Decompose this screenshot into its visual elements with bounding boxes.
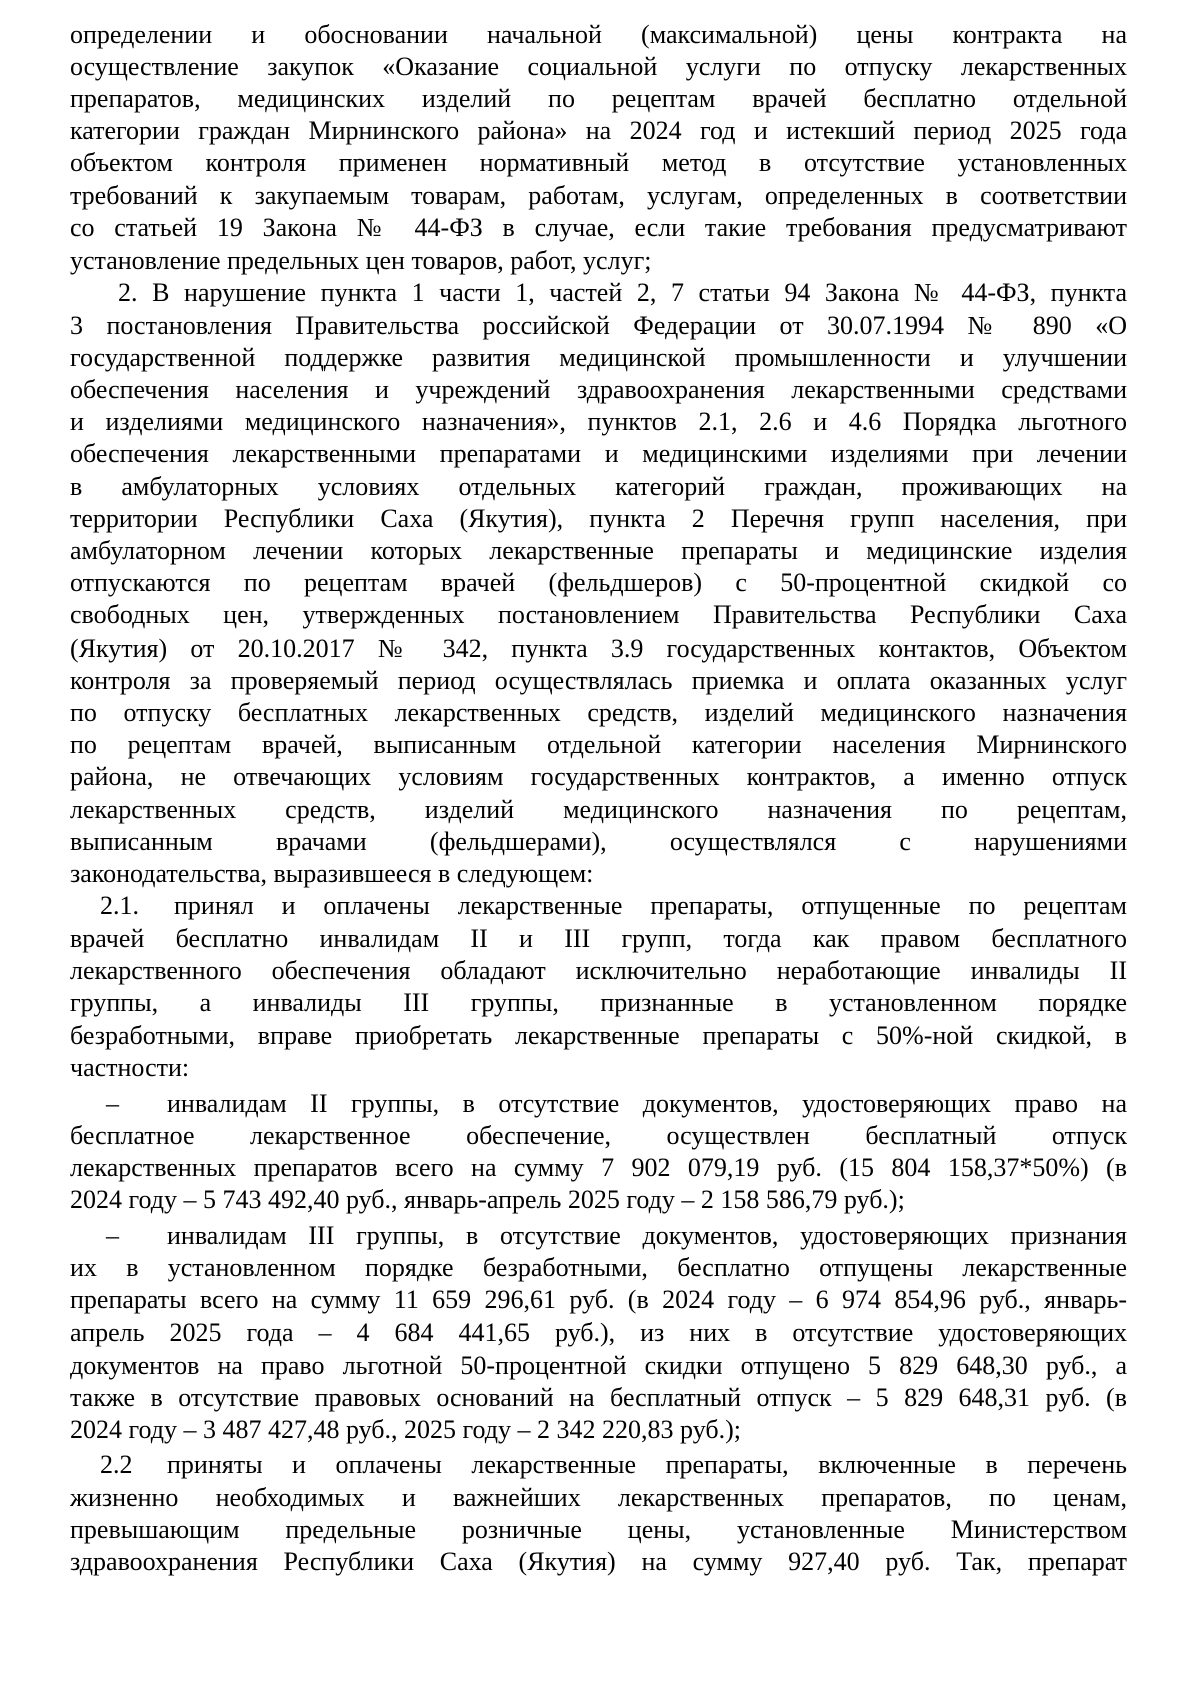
text-line: и изделиями медицинского назначения», пунктов 2.1, 2.6 и 4.6 Порядка льготного: [70, 407, 1127, 436]
text-line: инвалидам III группы, в отсутствие документов, удостоверяющих признания: [167, 1221, 1127, 1250]
text-line: свободных цен, утвержденных постановлением Правительства Республики Саха: [70, 600, 1127, 629]
list-dash: –: [106, 1221, 119, 1250]
text-line: выписанным врачами (фельдшерами), осуществлялся с нарушениями: [70, 827, 1127, 856]
text-line: приняты и оплачены лекарственные препараты, включенные в перечень: [167, 1450, 1127, 1479]
text-line: также в отсутствие правовых оснований на бесплатный отпуск – 5 829 648,31 руб. (в: [70, 1383, 1127, 1412]
text-line: документов на право льготной 50-процентной скидки отпущено 5 829 648,30 руб., а: [70, 1351, 1127, 1380]
text-line: лекарственных препаратов всего на сумму 7 902 079,19 руб. (15 804 158,37*50%) (в: [70, 1153, 1127, 1182]
text-line: бесплатное лекарственное обеспечение, осуществлен бесплатный отпуск: [70, 1121, 1127, 1150]
item-number-2-2: 2.2: [100, 1450, 133, 1479]
text-line: государственной поддержке развития медицинской промышленности и улучшении: [70, 343, 1127, 372]
text-line: контроля за проверяемый период осуществлялась приемка и оплата оказанных услуг: [70, 666, 1127, 695]
text-line: группы, а инвалиды III группы, признанные в установленном порядке: [70, 988, 1127, 1017]
text-line: по отпуску бесплатных лекарственных средств, изделий медицинского назначения: [70, 698, 1127, 727]
text-line: безработными, вправе приобретать лекарственные препараты с 50%-ной скидкой, в: [70, 1021, 1127, 1050]
text-line: лекарственных средств, изделий медицинского назначения по рецептам,: [70, 795, 1127, 824]
text-line: препаратов, медицинских изделий по рецептам врачей бесплатно отдельной: [70, 84, 1127, 113]
text-line: превышающим предельные розничные цены, установленные Министерством: [70, 1515, 1127, 1544]
text-line: 2. В нарушение пункта 1 части 1, частей 2, 7 статьи 94 Закона № 44-ФЗ, пункта: [118, 278, 1127, 307]
text-line: законодательства, выразившееся в следующем:: [70, 859, 594, 888]
text-line: требований к закупаемым товарам, работам, услугам, определенных в соответствии: [70, 181, 1127, 210]
text-line: района, не отвечающих условиям государственных контрактов, а именно отпуск: [70, 762, 1127, 791]
text-line: со статьей 19 Закона № 44-ФЗ в случае, если такие требования предусматривают: [70, 213, 1127, 242]
text-line: по рецептам врачей, выписанным отдельной категории населения Мирнинского: [70, 730, 1127, 759]
text-line: 2024 году – 5 743 492,40 руб., январь-апрель 2025 году – 2 158 586,79 руб.);: [70, 1185, 905, 1214]
text-line: принял и оплачены лекарственные препараты, отпущенные по рецептам: [174, 891, 1127, 920]
text-line: здравоохранения Республики Саха (Якутия) на сумму 927,40 руб. Так, препарат: [70, 1547, 1127, 1576]
text-line: врачей бесплатно инвалидам II и III групп, тогда как правом бесплатного: [70, 924, 1127, 953]
text-line: (Якутия) от 20.10.2017 № 342, пункта 3.9 государственных контактов, Объектом: [70, 634, 1127, 663]
text-line: апрель 2025 года – 4 684 441,65 руб.), из них в отсутствие удостоверяющих: [70, 1318, 1127, 1347]
text-line: в амбулаторных условиях отдельных категорий граждан, проживающих на: [70, 472, 1127, 501]
text-line: объектом контроля применен нормативный метод в отсутствие установленных: [70, 148, 1127, 177]
text-line: жизненно необходимых и важнейших лекарственных препаратов, по ценам,: [70, 1483, 1127, 1512]
text-line: препараты всего на сумму 11 659 296,61 руб. (в 2024 году – 6 974 854,96 руб., январь-: [70, 1285, 1127, 1314]
text-line: территории Республики Саха (Якутия), пункта 2 Перечня групп населения, при: [70, 504, 1127, 533]
text-line: лекарственного обеспечения обладают исключительно неработающие инвалиды II: [70, 956, 1127, 985]
text-line: осуществление закупок «Оказание социальной услуги по отпуску лекарственных: [70, 52, 1127, 81]
text-line: 3 постановления Правительства российской Федерации от 30.07.1994 № 890 «О: [70, 311, 1127, 340]
text-line: амбулаторном лечении которых лекарственные препараты и медицинские изделия: [70, 536, 1127, 565]
text-line: частности:: [70, 1053, 190, 1082]
text-line: установление предельных цен товаров, работ, услуг;: [70, 246, 652, 275]
text-line: обеспечения лекарственными препаратами и медицинскими изделиями при лечении: [70, 439, 1127, 468]
text-line: инвалидам II группы, в отсутствие документов, удостоверяющих право на: [167, 1089, 1127, 1118]
list-dash: –: [106, 1089, 119, 1118]
text-line: обеспечения населения и учреждений здравоохранения лекарственными средствами: [70, 375, 1127, 404]
text-line: отпускаются по рецептам врачей (фельдшеров) с 50-процентной скидкой со: [70, 568, 1127, 597]
text-line: 2024 году – 3 487 427,48 руб., 2025 году – 2 342 220,83 руб.);: [70, 1415, 741, 1444]
text-line: их в установленном порядке безработными, бесплатно отпущены лекарственные: [70, 1253, 1127, 1282]
item-number-2-1: 2.1.: [100, 891, 139, 920]
text-line: категории граждан Мирнинского района» на 2024 год и истекший период 2025 года: [70, 116, 1127, 145]
text-line: определении и обосновании начальной (максимальной) цены контракта на: [70, 20, 1127, 49]
